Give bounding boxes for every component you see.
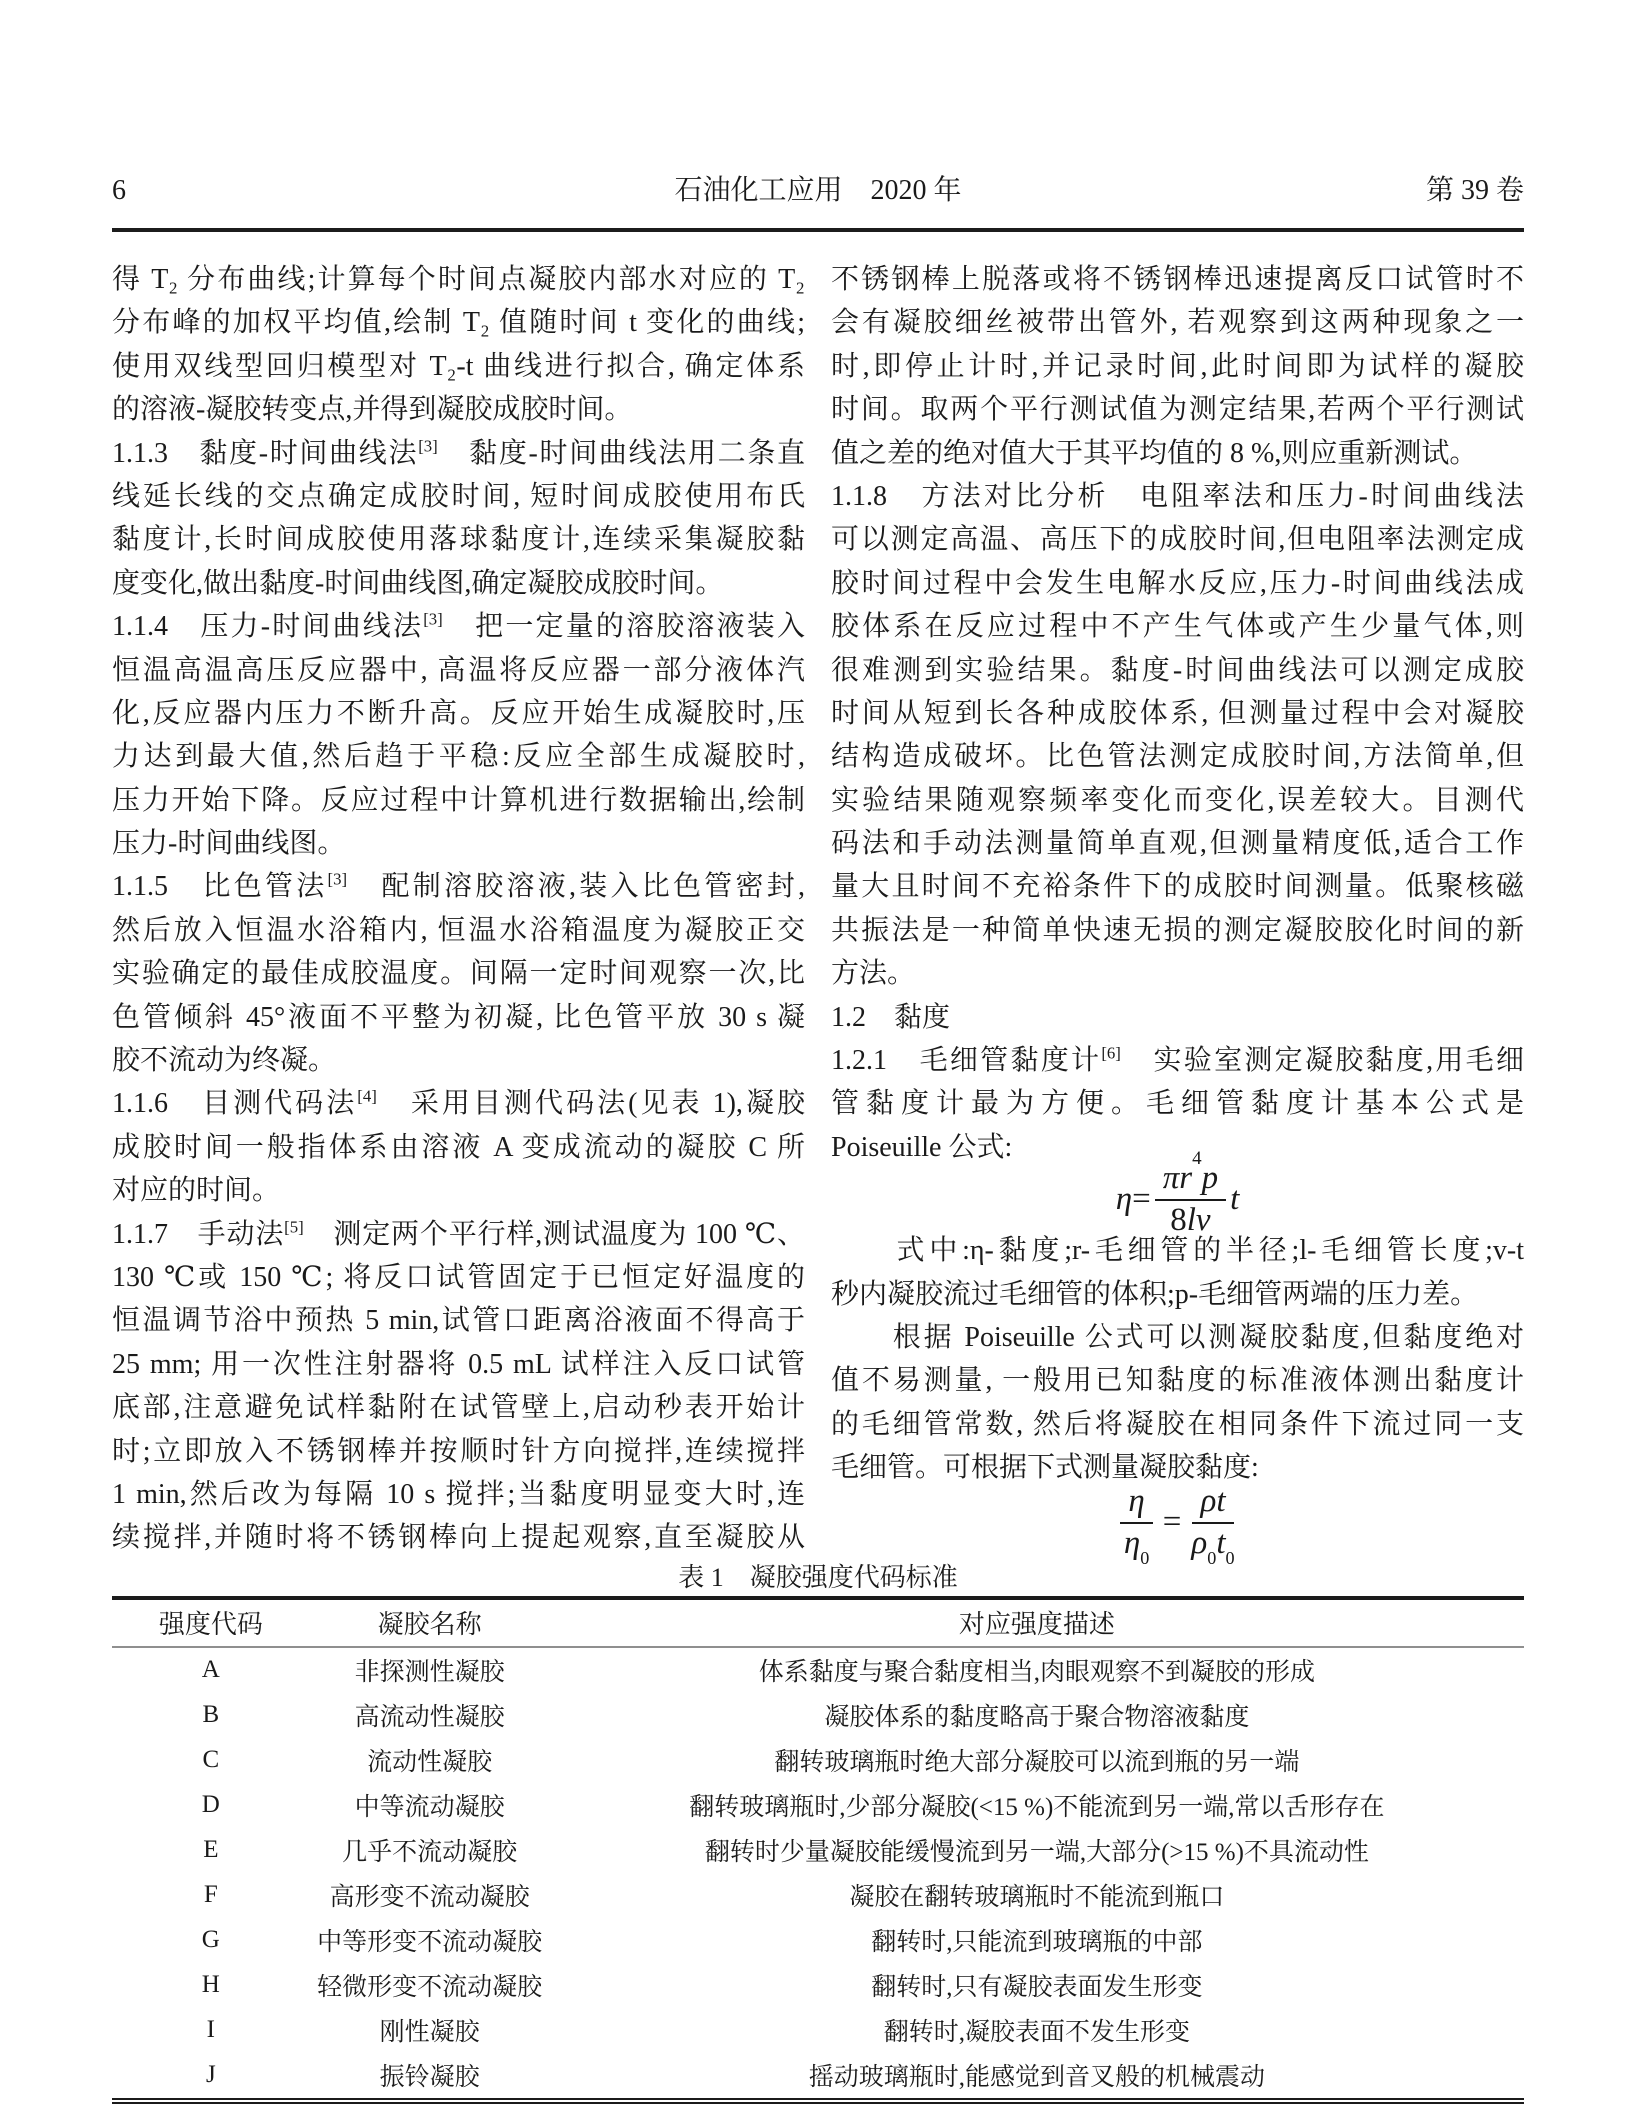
text-line: 实验确定的最佳成胶温度。间隔一定时间观察一次,比 <box>112 958 805 990</box>
text-line: 时;立即放入不锈钢棒并按顺时针方向搅拌,连续搅拌 <box>112 1435 805 1467</box>
strength-desc-cell: 翻转时,凝胶表面不发生形变 <box>883 2019 1190 2047</box>
table-row <box>112 2008 1524 2053</box>
paragraph <box>831 258 1524 475</box>
text-line: 力达到最大值,然后趋于平稳:反应全部生成凝胶时, <box>112 741 805 773</box>
text-line: 管黏度计最为方便。毛细管黏度计基本公式是 <box>831 1088 1524 1120</box>
text-line: 不锈钢棒上脱落或将不锈钢棒迅速提离反口试管时不 <box>831 264 1524 295</box>
text-line: 1.1.8 方法对比分析 电阻率法和压力-时间曲线法 <box>831 480 1524 512</box>
journal-title: 石油化工应用 2020 年 <box>674 175 962 206</box>
text-line: 对应的时间。 <box>112 1175 281 1207</box>
text-line: 的毛细管常数, 然后将凝胶在相同条件下流过同一支 <box>831 1408 1524 1440</box>
text-line: 的溶液-凝胶转变点,并得到凝胶成胶时间。 <box>112 394 633 426</box>
strength-desc-cell: 摇动玻璃瓶时,能感觉到音叉般的机械震动 <box>808 2064 1265 2092</box>
table-row <box>112 1647 1524 1693</box>
text-line: 底部,注意避免试样黏附在试管壁上,启动秒表开始计 <box>112 1392 805 1424</box>
right-column <box>831 258 1524 1568</box>
strength-code-cell: C <box>202 1746 220 1774</box>
text-line: 结构造成破坏。比色管法测定成胶时间,方法简单,但 <box>831 741 1524 773</box>
table-row <box>112 1738 1524 1783</box>
strength-desc-header: 对应强度描述 <box>550 1598 1524 1647</box>
strength-desc-cell: 翻转时,只能流到玻璃瓶的中部 <box>871 1929 1203 1957</box>
text-line: 共振法是一种简单快速无损的测定凝胶胶化时间的新 <box>831 914 1524 946</box>
fraction-numerator: η <box>1120 1484 1152 1524</box>
text-line: 方法。 <box>831 958 916 990</box>
gel-strength-table <box>112 1596 1524 2104</box>
text-line: 黏度计,长时间成胶使用落球黏度计,连续采集凝胶黏 <box>112 524 805 556</box>
strength-desc-cell: 翻转玻璃瓶时绝大部分凝胶可以流到瓶的另一端 <box>774 1749 1300 1777</box>
gel-name-cell: 高流动性凝胶 <box>354 1704 505 1732</box>
text-line: 续搅拌,并随时将不锈钢棒向上提起观察,直至凝胶从 <box>112 1522 805 1554</box>
text-line: 实验结果随观察频率变化而变化,误差较大。目测代 <box>831 784 1524 816</box>
text-line: 化,反应器内压力不断升高。反应开始生成凝胶时,压 <box>112 697 805 729</box>
gel-name-cell: 振铃凝胶 <box>379 2064 480 2092</box>
fraction-denominator: 8lv <box>1170 1201 1211 1238</box>
equals-sign: = <box>1162 1504 1182 1541</box>
gel-name-cell: 轻微形变不流动凝胶 <box>317 1974 543 2002</box>
table-body <box>112 1647 1524 2101</box>
reference-marker: [6] <box>1101 1043 1121 1063</box>
running-head <box>112 176 1524 206</box>
text-line: 线延长线的交点确定成胶时间, 短时间成胶使用布氏 <box>112 480 805 512</box>
gel-name-cell: 刚性凝胶 <box>379 2019 480 2047</box>
text-line: 根据 Poiseuille 公式可以测凝胶黏度,但黏度绝对 <box>831 1321 1524 1353</box>
text-line: 码法和手动法测量简单直观,但测量精度低,适合工作 <box>831 828 1524 860</box>
body-columns <box>112 258 1524 1568</box>
fraction-numerator: ρt <box>1192 1484 1233 1524</box>
strength-desc-cell: 凝胶在翻转玻璃瓶时不能流到瓶口 <box>849 1884 1225 1912</box>
strength-code-cell: G <box>201 1926 220 1954</box>
text-line: 然后放入恒温水浴箱内, 恒温水浴箱温度为凝胶正交 <box>112 914 805 946</box>
text-line: 得 T₂ 分布曲线;计算每个时间点凝胶内部水对应的 T₂ <box>112 264 805 295</box>
strength-code-cell: B <box>202 1701 220 1729</box>
gel-name-cell: 流动性凝胶 <box>367 1749 493 1777</box>
strength-desc-cell: 体系黏度与聚合黏度相当,肉眼观察不到凝胶的形成 <box>758 1659 1315 1687</box>
paragraph <box>112 865 805 1082</box>
paragraph <box>831 1229 1524 1316</box>
paragraph <box>831 996 1524 1039</box>
text-line: 毛细管。可根据下式测量凝胶黏度: <box>831 1452 1259 1484</box>
table-row <box>112 1828 1524 1873</box>
strength-code-cell: I <box>206 2016 215 2044</box>
text-line: 1.1.4 压力-时间曲线法[3] 把一定量的溶胶溶液装入 <box>112 609 805 643</box>
text-line: 值之差的绝对值大于其平均值的 8 %,则应重新测试。 <box>831 437 1478 469</box>
text-line: 1.1.7 手动法[5] 测定两个平行样,测试温度为 100 ℃、 <box>112 1217 805 1250</box>
fraction-numerator: $\pi r^4p$ <box>1155 1161 1226 1201</box>
strength-code-cell: A <box>201 1656 220 1684</box>
table-row <box>112 1873 1524 1918</box>
paragraph <box>112 432 805 606</box>
reference-marker: [3] <box>327 870 348 890</box>
fraction <box>1120 1483 1152 1568</box>
table-row <box>112 1918 1524 1963</box>
fraction-denominator: $\eta_0$ <box>1123 1525 1150 1568</box>
header-rule <box>112 228 1524 232</box>
strength-desc-cell: 翻转时少量凝胶能缓慢流到另一端,大部分(>15 %)不具流动性 <box>704 1839 1369 1867</box>
text-line: 成胶时间一般指体系由溶液 A 变成流动的凝胶 C 所 <box>112 1131 805 1163</box>
text-line: 1.1.3 黏度-时间曲线法[3] 黏度-时间曲线法用二条直 <box>112 436 805 469</box>
strength-desc-cell: 翻转时,只有凝胶表面发生形变 <box>871 1974 1203 2002</box>
text-line: 压力-时间曲线图。 <box>112 828 346 860</box>
volume-label: 第 39 卷 <box>1425 175 1524 206</box>
text-line: 1 min,然后改为每隔 10 s 搅拌;当黏度明显变大时,连 <box>112 1478 805 1510</box>
text-line: 式中:η-黏度;r-毛细管的半径;l-毛细管长度;v-t <box>831 1235 1524 1267</box>
strength-code-header: 强度代码 <box>112 1598 310 1647</box>
text-line: 量大且时间不充裕条件下的成胶时间测量。低聚核磁 <box>831 871 1524 903</box>
text-line: 1.2.1 毛细管黏度计[6] 实验室测定凝胶黏度,用毛细 <box>831 1043 1524 1077</box>
fraction <box>1155 1148 1226 1238</box>
text-line: 色管倾斜 45°液面不平整为初凝, 比色管平放 30 s 凝 <box>112 1001 805 1033</box>
gel-name-cell: 非探测性凝胶 <box>354 1659 505 1687</box>
strength-code-cell: J <box>205 2061 216 2089</box>
gel-name-cell: 中等流动凝胶 <box>354 1794 505 1822</box>
gel-name-cell: 几乎不流动凝胶 <box>342 1839 518 1867</box>
text-line: Poiseuille 公式: <box>831 1131 1013 1163</box>
paragraph <box>112 258 805 432</box>
table-header-row <box>112 1598 1524 1647</box>
text-line: 胶体系在反应过程中不产生气体或产生少量气体,则 <box>831 611 1524 643</box>
exponent-4: 4 <box>1192 1148 1202 1170</box>
strength-desc-cell: 翻转玻璃瓶时,少部分凝胶(<15 %)不能流到另一端,常以舌形存在 <box>689 1794 1385 1822</box>
strength-code-cell: H <box>201 1971 220 1999</box>
text-line: 值不易测量, 一般用已知黏度的标准液体测出黏度计 <box>831 1365 1524 1397</box>
text-line: 胶不流动为终凝。 <box>112 1045 337 1077</box>
left-column <box>112 258 805 1560</box>
gel-name-cell: 中等形变不流动凝胶 <box>317 1929 543 1957</box>
table-row <box>112 1693 1524 1738</box>
right-column-text-upper <box>831 258 1524 1169</box>
text-line: 分布峰的加权平均值,绘制 T₂ 值随时间 t 变化的曲线; <box>112 307 805 339</box>
page-number: 6 <box>112 175 126 206</box>
gel-name-header: 凝胶名称 <box>310 1598 550 1647</box>
text-line: 时间。取两个平行测试值为测定结果,若两个平行测试 <box>831 394 1524 426</box>
text-line: 压力开始下降。反应过程中计算机进行数据输出,绘制 <box>112 784 805 816</box>
strength-code-cell: D <box>201 1791 220 1819</box>
paragraph <box>831 475 1524 996</box>
poiseuille-formula <box>831 1148 1524 1238</box>
strength-desc-cell: 凝胶体系的黏度略高于聚合物溶液黏度 <box>824 1704 1250 1732</box>
reference-marker: [3] <box>418 436 438 456</box>
table-row <box>112 1783 1524 1828</box>
paragraph <box>831 1316 1524 1490</box>
table-row <box>112 2053 1524 2101</box>
text-line: 胶时间过程中会发生电解水反应,压力-时间曲线法成 <box>831 567 1524 599</box>
text-line: 恒温高温高压反应器中, 高温将反应器一部分液体汽 <box>112 654 805 686</box>
fraction <box>1191 1483 1235 1568</box>
equals-sign: = <box>1132 1180 1151 1217</box>
text-line: 1.2 黏度 <box>831 1001 951 1033</box>
reference-marker: [4] <box>357 1087 377 1107</box>
text-line: 恒温调节浴中预热 5 min,试管口距离浴液面不得高于 <box>112 1305 805 1337</box>
text-line: 时间从短到长各种成胶体系, 但测量过程中会对凝胶 <box>831 697 1524 729</box>
text-line: 1.1.6 目测代码法[4] 采用目测代码法(见表 1),凝胶 <box>112 1087 805 1120</box>
eta-symbol: η <box>1115 1180 1133 1217</box>
gel-name-cell: 高形变不流动凝胶 <box>329 1884 530 1912</box>
paragraph <box>831 1039 1524 1169</box>
right-column-text-lower <box>831 1229 1524 1489</box>
text-line: 130 ℃或 150 ℃; 将反口试管固定于已恒定好温度的 <box>112 1261 805 1293</box>
text-line: 度变化,做出黏度-时间曲线图,确定凝胶成胶时间。 <box>112 567 724 599</box>
text-line: 很难测到实验结果。黏度-时间曲线法可以测定成胶 <box>831 654 1524 686</box>
relative-viscosity-formula <box>831 1483 1524 1568</box>
fraction-denominator: $\rho_0t_0$ <box>1191 1525 1235 1568</box>
text-line: 使用双线型回归模型对 T₂-t 曲线进行拟合, 确定体系 <box>112 350 805 382</box>
reference-marker: [5] <box>284 1217 304 1237</box>
strength-code-cell: E <box>203 1836 219 1864</box>
text-line: 可以测定高温、高压下的成胶时间,但电阻率法测定成 <box>831 524 1524 556</box>
paragraph <box>112 605 805 865</box>
text-line: 时,即停止计时,并记录时间,此时间即为试样的凝胶 <box>831 350 1524 382</box>
journal-page <box>112 0 1524 2104</box>
text-line: 25 mm; 用一次性注射器将 0.5 mL 试样注入反口试管 <box>112 1348 805 1380</box>
reference-marker: [3] <box>423 609 443 629</box>
paragraph <box>112 1213 805 1560</box>
table-title: 表 1 凝胶强度代码标准 <box>678 1562 958 1592</box>
paragraph <box>112 1082 805 1212</box>
text-line: 1.1.5 比色管法[3] 配制溶胶溶液,装入比色管密封, <box>112 870 805 903</box>
time-variable: t <box>1230 1180 1240 1217</box>
text-line: 秒内凝胶流过毛细管的体积;p-毛细管两端的压力差。 <box>831 1278 1479 1310</box>
strength-code-cell: F <box>203 1881 218 1909</box>
table-row <box>112 1963 1524 2008</box>
text-line: 会有凝胶细丝被带出管外, 若观察到这两种现象之一 <box>831 307 1524 339</box>
